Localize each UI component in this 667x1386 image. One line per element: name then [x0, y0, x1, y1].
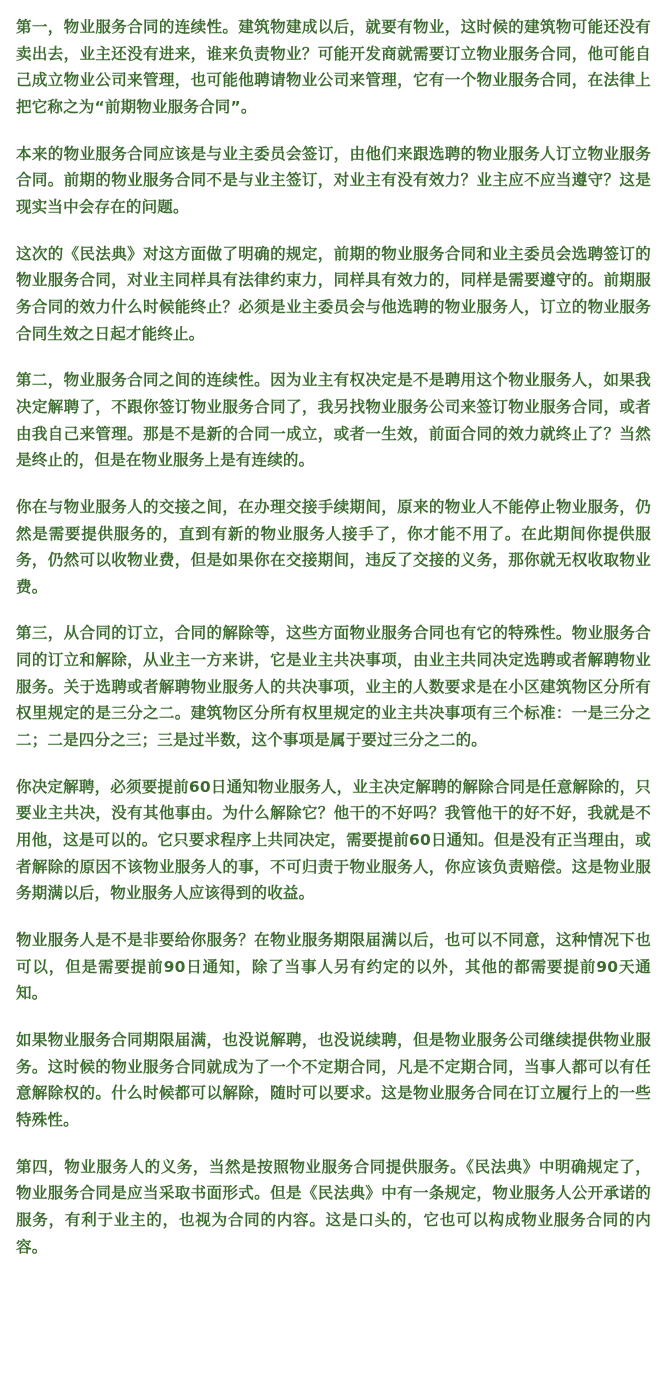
paragraph: 本来的物业服务合同应该是与业主委员会签订，由他们来跟选聘的物业服务人订立物业服务合同。前期的物业服务合同不是与业主签订，对业主有没有效力？业主应不应当遵守？这是现实当中会存在的问题。 — [16, 144, 651, 216]
paragraph: 你在与物业服务人的交接之间，在办理交接手续期间，原来的物业人不能停止物业服务，仍然是需要提供服务的，直到有新的物业服务人接手了，你才能不用了。在此期间你提供服务，仍然可以收物业费，但是如果你在交接期间，违反了交接的义务，那你就无权收取物业费。 — [16, 497, 651, 596]
paragraph: 第二，物业服务合同之间的连续性。因为业主有权决定是不是聘用这个物业服务人，如果我决定解聘了，不跟你签订物业服务合同了，我另找物业服务公司来签订物业服务合同，或者由我自己来管理。那是不是新的合同一成立，或者一生效，前面合同的效力就终止了？当然是终止的，但是在物业服务上是有连续的。 — [16, 371, 651, 470]
paragraph: 第三，从合同的订立，合同的解除等，这些方面物业服务合同也有它的特殊性。物业服务合同的订立和解除，从业主一方来讲，它是业主共决事项，由业主共同决定选聘或者解聘物业服务。关于选聘或者解聘物业服务人的共决事项，业主的人数要求是在小区建筑物区分所有权里规定的是三分之二。建筑物区分所有权里规定的业主共决事项有三个标准：一是三分之二；二是四分之三；三是过半数，这个事项是属于要过三分之二的。 — [16, 624, 651, 750]
paragraph: 物业服务人是不是非要给你服务？在物业服务期限届满以后，也可以不同意，这种情况下也可以，但是需要提前90日通知，除了当事人另有约定的以外，其他的都需要提前90天通知。 — [16, 931, 651, 1003]
paragraph: 如果物业服务合同期限届满，也没说解聘，也没说续聘，但是物业服务公司继续提供物业服务。这时候的物业服务合同就成为了一个不定期合同，凡是不定期合同，当事人都可以有任意解除权的。什么时候都可以解除，随时可以要求。这是物业服务合同在订立履行上的一些特殊性。 — [16, 1031, 651, 1129]
paragraph: 这次的《民法典》对这方面做了明确的规定，前期的物业服务合同和业主委员会选聘签订的物业服务合同，对业主同样具有法律约束力，同样具有效力的，同样是需要遵守的。前期服务合同的效力什么时候能终止？必须是业主委员会与他选聘的物业服务人，订立的物业服务合同生效之日起才能终止。 — [16, 244, 651, 343]
paragraph: 第四，物业服务人的义务，当然是按照物业服务合同提供服务。《民法典》中明确规定了，物业服务合同是应当采取书面形式。但是《民法典》中有一条规定，物业服务人公开承诺的服务，有利于业主的，也视为合同的内容。这是口头的，它也可以构成物业服务合同的内容。 — [16, 1157, 651, 1256]
paragraph: 第一，物业服务合同的连续性。建筑物建成以后，就要有物业，这时候的建筑物可能还没有卖出去，业主还没有进来，谁来负责物业？可能开发商就需要订立物业服务合同，他可能自己成立物业公司来管理，也可能他聘请物业公司来管理，它有一个物业服务合同，在法律上把它称之为“前期物业服务合同”。 — [16, 18, 651, 116]
paragraph: 你决定解聘，必须要提前60日通知物业服务人，业主决定解聘的解除合同是任意解除的，只要业主共决，没有其他事由。为什么解除它？他干的不好吗？我管他干的好不好，我就是不用他，这是可以的。它只要求程序上共同决定，需要提前60日通知。但是没有正当理由，或者解除的原因不该物业服务人的事，不可归责于物业服务人，你应该负责赔偿。这是物业服务期满以后，物业服务人应该得到的收益。 — [16, 777, 651, 903]
